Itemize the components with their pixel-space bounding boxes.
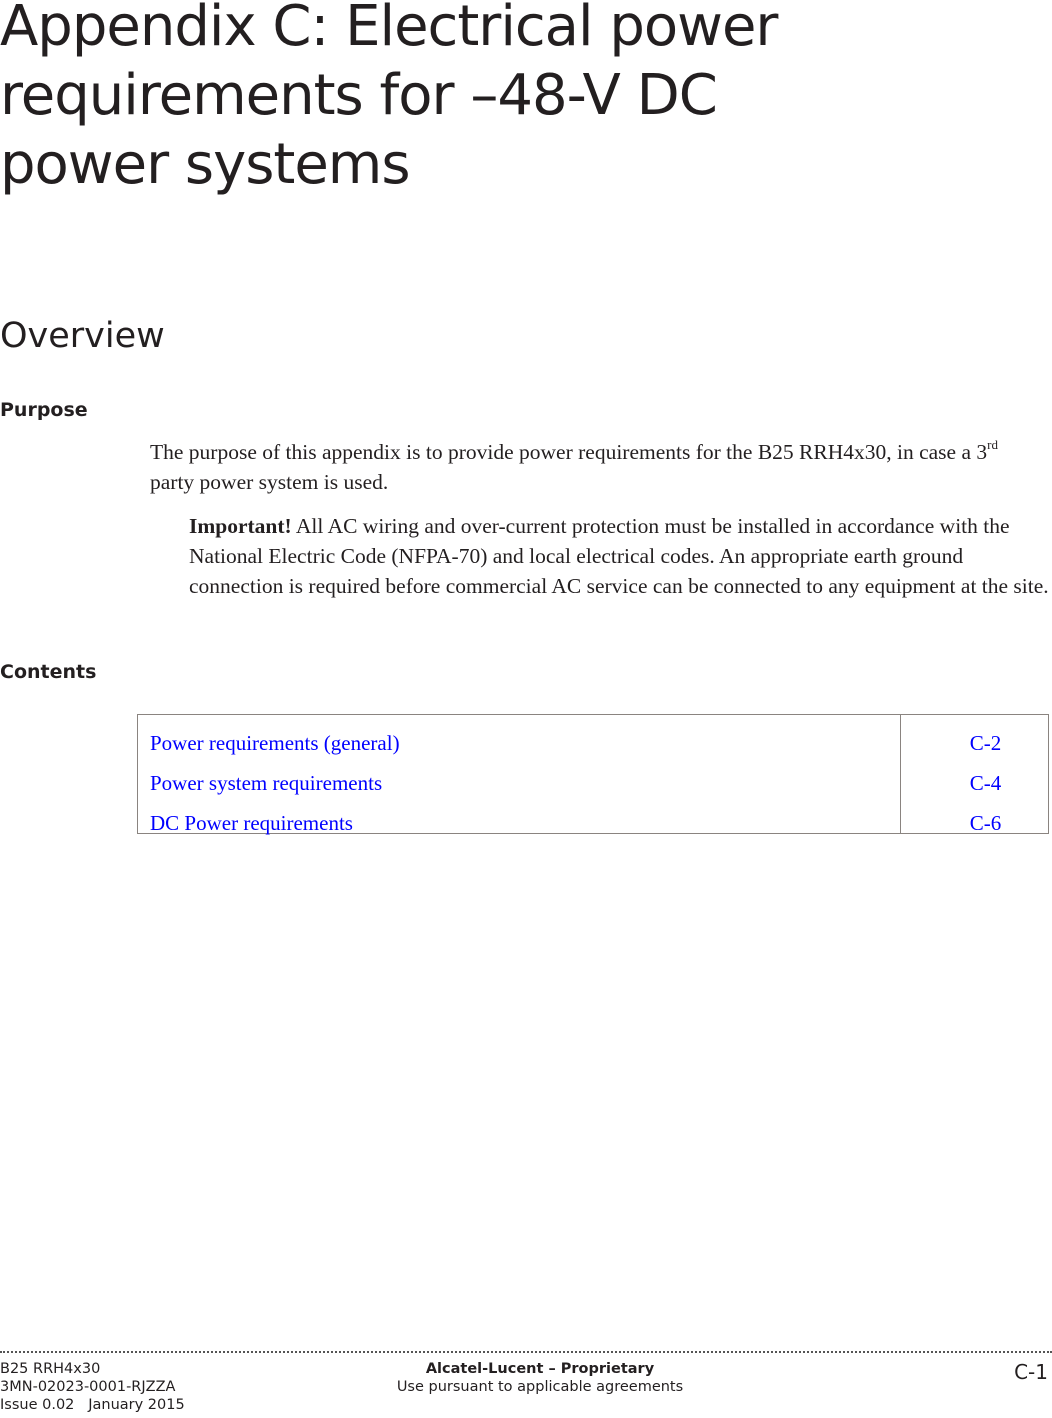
toc-link-dc-power-requirements[interactable]: DC Power requirements [150,811,353,835]
footer-proprietary-notice [397,1360,683,1396]
purpose-text-end: party power system is used. [150,470,389,494]
footer-divider [0,1351,1052,1353]
contents-pages-column [901,715,1048,833]
important-label: Important! [189,514,292,538]
toc-link-power-system-requirements[interactable]: Power system requirements [150,771,383,795]
footer-usage: Use pursuant to applicable agreements [396,1379,684,1395]
toc-page-link-c2[interactable]: C-2 [969,731,1002,755]
purpose-paragraph [150,437,1045,497]
footer-doc-number: 3MN-02023-0001-RJZZA [0,1379,176,1395]
footer-doc-info [0,1360,185,1414]
contents-heading: Contents [0,661,97,683]
title-line-3: power systems [0,132,410,197]
purpose-text: The purpose of this appendix is to provide power requirements for the B25 RRH4x30, in case a 3 [150,440,988,464]
footer-issue: Issue 0.02 January 2015 [0,1397,185,1413]
important-note [189,511,1049,601]
title-line-2: requirements for –48-V DC [0,63,717,128]
important-text: All AC wiring and over-current protection must be installed in accordance with the National Electric Code (NFPA-70) and local electrical codes. An appropriate earth ground connection is required before commercial AC service can be connected to any equipment at the site. [189,514,1049,598]
contents-table [137,714,1049,834]
footer-product: B25 RRH4x30 [0,1361,101,1377]
overview-heading: Overview [0,316,165,356]
footer-proprietary: Alcatel-Lucent – Proprietary [425,1361,655,1377]
purpose-heading: Purpose [0,399,88,421]
toc-link-power-requirements-general[interactable]: Power requirements (general) [150,731,400,755]
page-title [0,0,1000,199]
purpose-sup: rd [987,436,998,452]
toc-page-link-c6[interactable]: C-6 [969,811,1002,835]
title-line-1: Appendix C: Electrical power [0,0,778,59]
page-number: C-1 [1014,1360,1048,1384]
toc-page-link-c4[interactable]: C-4 [969,771,1002,795]
contents-titles-column [138,715,901,833]
